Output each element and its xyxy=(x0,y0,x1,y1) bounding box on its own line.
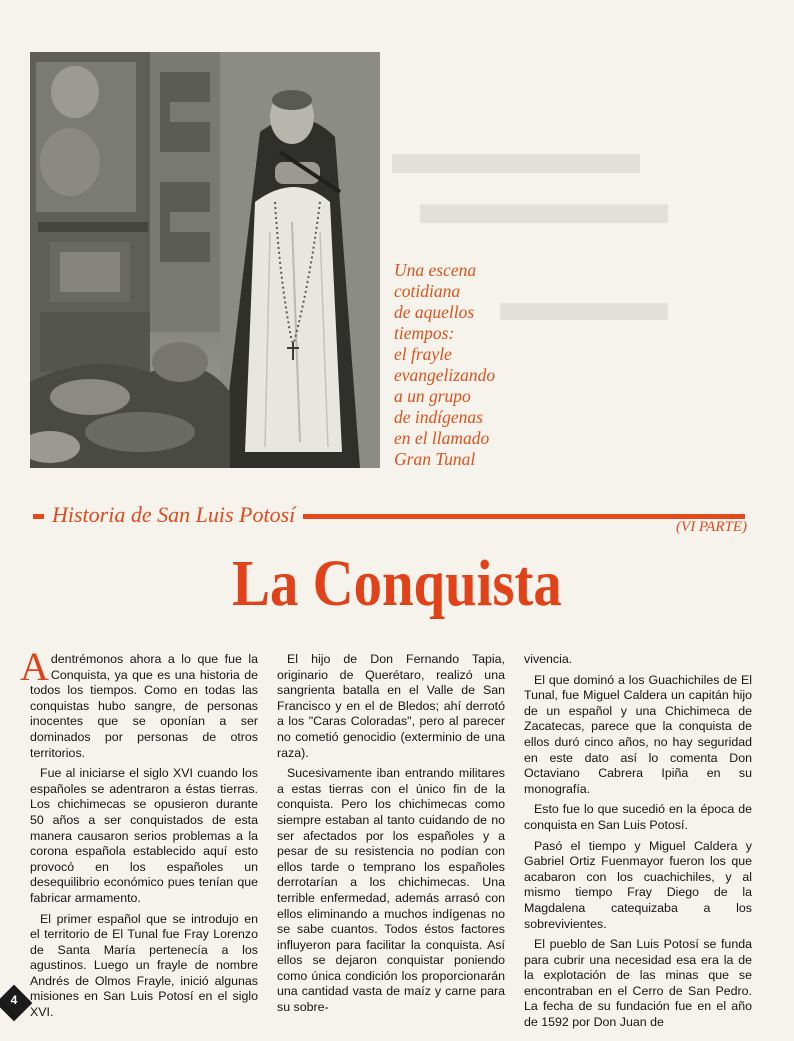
paragraph xyxy=(20,644,258,761)
bleed-through-texture: ▬▬▬▬ xyxy=(392,119,640,187)
paragraph: vivencia. xyxy=(524,652,573,666)
caption-line: evangelizando xyxy=(394,365,496,385)
caption-line: de aquellos xyxy=(394,302,475,322)
bleed-through-texture: ▬▬▬▬ xyxy=(420,169,668,237)
caption-line: en el llamado xyxy=(394,428,490,448)
paragraph: El primer español que se introdujo en el territorio de El Tunal fue Fray Lorenzo de Santa María pertenecía a los agustinos. Luego un frayle de nombre Andrés de Olmos Frayle, inició algunas misiones en San Luis Potosí en el siglo XVI. xyxy=(30,911,258,1020)
page-number: 4 xyxy=(10,993,18,1007)
caption-line: cotidiana xyxy=(394,281,461,301)
caption-line: Gran Tunal xyxy=(394,449,476,469)
caption-line: el frayle xyxy=(394,344,452,364)
article-column-2 xyxy=(277,652,505,1021)
caption-line: a un grupo xyxy=(394,386,471,406)
historical-illustration xyxy=(30,52,380,468)
article-column-3 xyxy=(524,652,752,1036)
paragraph: El pueblo de San Luis Potosí se funda para cubrir una necesidad esa era la de la explotación de las minas que se encontraban en el Cerro de San Pedro. La fecha de su fundación fue en el año de 1592 por Don Juan de xyxy=(524,937,752,1030)
paragraph-text: dentrémonos ahora a lo que fue la Conquista, ya que es una historia de todos los tiempos. Como en todas las conquistas hubo sangre, de personas inocentes que se oponían a ser dominados por personas de otros territorios. xyxy=(30,652,258,760)
drop-cap: A xyxy=(20,644,49,689)
paragraph: El que dominó a los Guachichiles de El Tunal, fue Miguel Caldera un capitán hijo de un español y una Chichimeca de Zacatecas, parece que la conquista de ellos duró cinco años, no hay seguridad en este dato así lo comenta Don Octaviano Cabrera Ipiña en su monografía. xyxy=(524,672,752,796)
caption-line: Una escena xyxy=(394,260,477,280)
paragraph: Pasó el tiempo y Miguel Caldera y Gabriel Ortiz Fuenmayor fueron los que acabaron con los cuachichiles, y al mismo tiempo Fray Diego de la Magdalena catequizaba a los sobrevivientes. xyxy=(524,838,752,931)
paragraph: Fue al iniciarse el siglo XVI cuando los españoles se adentraron a éstas tierras. Los chichimecas se opusieron durante 50 años a ser conquistados de esta manera causaron serios problemas a la corona española establecido aquí esto provocó en los españoles un desequilibrio económico pues tenían que fabricar armamento. xyxy=(30,766,258,905)
paragraph: El hijo de Don Fernando Tapia, originario de Querétaro, realizó una sangrienta batalla en el Valle de San Francisco y en el de Bledos; ahí derrotó a los "Caras Coloradas", pero al parecer no cometió genocidio (exterminio de una raza). xyxy=(277,652,505,760)
bleed-through-texture: ▬▬▬ xyxy=(500,271,668,333)
photo-caption xyxy=(394,260,594,470)
article-column-1 xyxy=(20,644,258,1026)
article-title: La Conquista xyxy=(232,547,562,620)
series-part-label: (VI PARTE) xyxy=(676,519,747,535)
section-label: Historia de San Luis Potosí xyxy=(44,501,303,529)
caption-line: de indígenas xyxy=(394,407,483,427)
paragraph: Esto fue lo que sucedió en la época de conquista en San Luis Potosí. xyxy=(524,802,752,832)
paragraph: Sucesivamente iban entrando militares a estas tierras con el único fin de la conquista. Pero los chichimecas como siempre estaban al tanto cuidando de no ser afectados por los españoles y a pesar de su resistencia no podían con ellos tarde o temprano los españoles derrotarían a los chichimecas. Una terrible enfermedad, además arrasó con ellos eliminando a muchos indígenas no se sabe cuantos. Todos éstos factores influyeron para facilitar la conquista. Así ellos se dejaron conquistar poniendo como única condición los proporcionarán una cantidad vasta de maíz y carne para su sobre- xyxy=(277,766,505,1015)
caption-line: tiempos: xyxy=(394,323,455,343)
illustration-drawing xyxy=(30,52,380,468)
